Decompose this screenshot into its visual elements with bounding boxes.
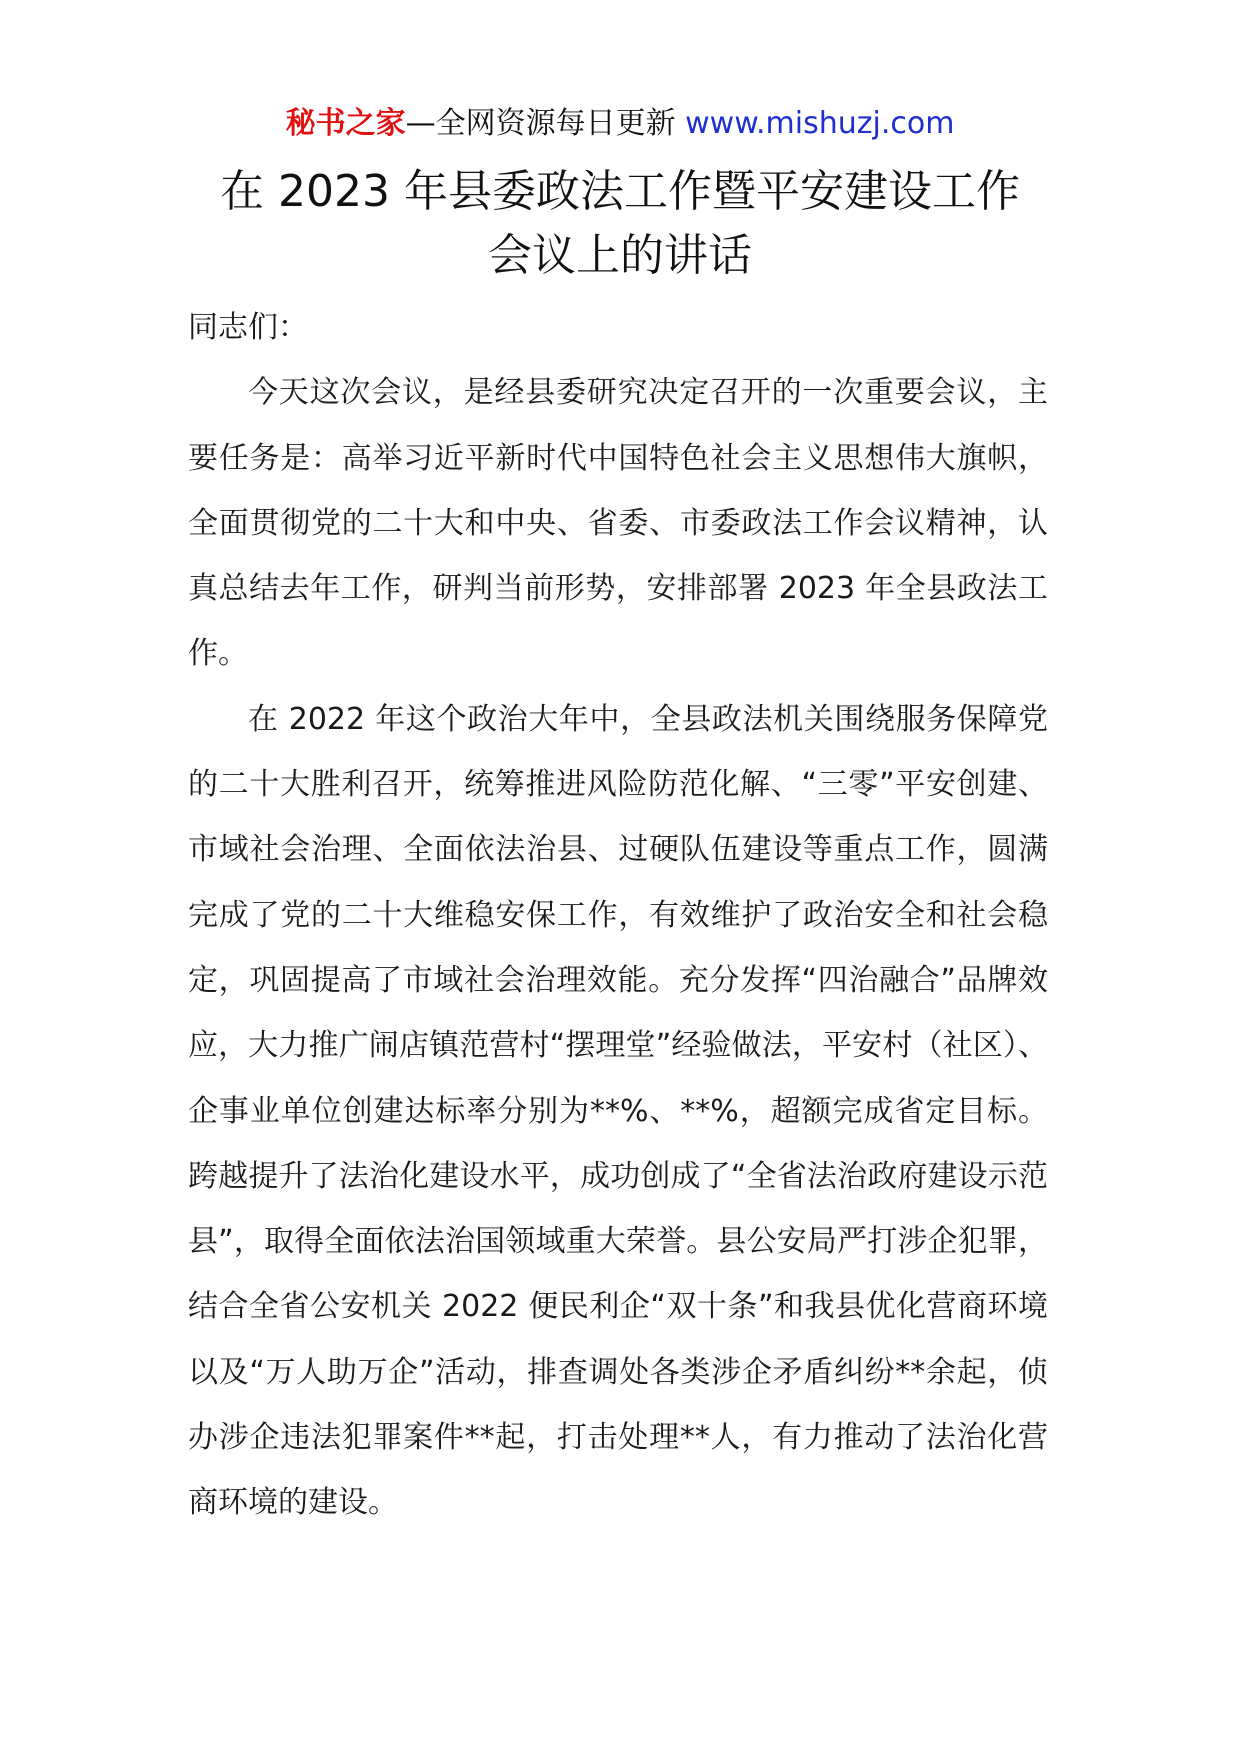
salutation: 同志们： [188,310,308,345]
document-title-line-1: 在 2023 年县委政法工作暨平安建设工作 [220,166,1020,217]
paragraph-1: 今天这次会议，是经县委研究决定召开的一次重要会议，主要任务是：高举习近平新时代中国特色社会主义思想伟大旗帜，全面贯彻党的二十大和中央、省委、市委政法工作会议精神，认真总结去年工作，研判当前形势，安排部署 2023 年全县政法工作。 [188,375,1048,672]
document-body [188,295,1048,1536]
document-title [190,160,1050,288]
site-url-link[interactable]: www.mishuzj.com [685,106,955,141]
document-title-line-2: 会议上的讲话 [488,230,752,281]
site-brand: 秘书之家 [285,106,406,141]
site-header [0,104,1240,144]
site-slogan: —全网资源每日更新 [405,106,686,141]
paragraph-2: 在 2022 年这个政治大年中，全县政法机关围绕服务保障党的二十大胜利召开，统筹推进风险防范化解、“三零”平安创建、市域社会治理、全面依法治县、过硬队伍建设等重点工作，圆满完成了党的二十大维稳安保工作，有效维护了政治安全和社会稳定，巩固提高了市域社会治理效能。充分发挥“四治融合”品牌效应，大力推广闹店镇范营村“摆理堂”经验做法，平安村（社区）、企事业单位创建达标率分别为**%、**%，超额完成省定目标。跨越提升了法治化建设水平，成功创成了“全省法治政府建设示范县”，取得全面依法治国领域重大荣誉。县公安局严打涉企犯罪，结合全省公安机关 2022 便民利企“双十条”和我县优化营商环境以及“万人助万企”活动，排查调处各类涉企矛盾纠纷**余起，侦办涉企违法犯罪案件**起，打击处理**人，有力推动了法治化营商环境的建设。 [188,701,1048,1521]
